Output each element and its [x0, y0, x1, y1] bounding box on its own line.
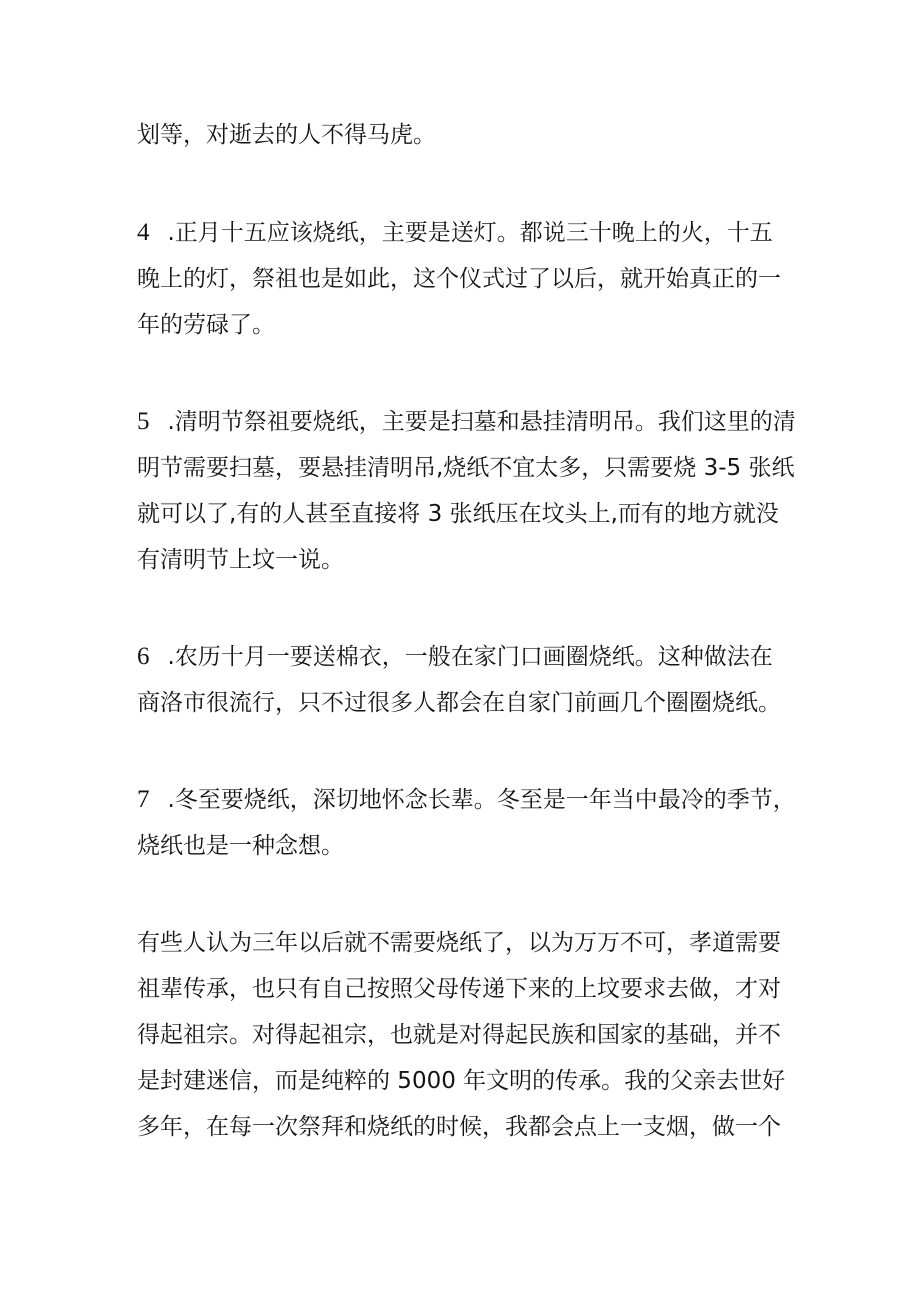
item-number: 6	[137, 643, 150, 670]
text-line: 年的劳碌了。	[137, 312, 275, 338]
text-line: 得起祖宗。对得起祖宗，也就是对得起民族和国家的基础，并不	[137, 1022, 781, 1048]
text-line: 商洛市很流行，只不过很多人都会在自家门前画几个圈圈烧纸。	[137, 690, 781, 716]
text-line	[137, 777, 797, 823]
text-line: 多年，在每一次祭拜和烧纸的时候，我都会点上一支烟，做一个	[137, 1114, 781, 1140]
paragraph-closing	[137, 920, 797, 1150]
text-line: 有些人认为三年以后就不需要烧纸了，以为万万不可，孝道需要	[137, 930, 781, 956]
item-text: .正月十五应该烧纸，主要是送灯。都说三十晚上的火，十五	[167, 220, 773, 246]
text-line	[137, 210, 797, 256]
text-line: 祖辈传承，也只有自己按照父母传递下来的上坟要求去做，才对	[137, 976, 781, 1002]
text-line: 就可以了,有的人甚至直接将 3 张纸压在坟头上,而有的地方就没	[137, 501, 779, 527]
item-number: 5	[137, 408, 150, 435]
paragraph-item-5	[137, 399, 797, 583]
paragraph-intro-tail	[137, 112, 797, 158]
text-line: 是封建迷信，而是纯粹的 5000 年文明的传承。我的父亲去世好	[137, 1068, 786, 1094]
text-line: 烧纸也是一种念想。	[137, 833, 344, 859]
item-text: .冬至要烧纸，深切地怀念长辈。冬至是一年当中最冷的季节，	[167, 787, 796, 813]
paragraph-item-4	[137, 210, 797, 348]
item-text: .农历十月一要送棉衣，一般在家门口画圈烧纸。这种做法在	[167, 644, 773, 670]
item-number: 4	[137, 219, 150, 246]
text-line: 划等，对逝去的人不得马虎。	[137, 122, 436, 148]
paragraph-item-7	[137, 777, 797, 869]
text-line: 有清明节上坟一说。	[137, 547, 344, 573]
text-line: 晚上的灯，祭祖也是如此，这个仪式过了以后，就开始真正的一	[137, 266, 781, 292]
text-line	[137, 399, 797, 445]
text-line: 明节需要扫墓，要悬挂清明吊,烧纸不宜太多，只需要烧 3-5 张纸	[137, 455, 795, 481]
paragraph-item-6	[137, 634, 797, 726]
text-line	[137, 634, 797, 680]
item-text: .清明节祭祖要烧纸，主要是扫墓和悬挂清明吊。我们这里的清	[167, 409, 796, 435]
item-number: 7	[137, 786, 150, 813]
